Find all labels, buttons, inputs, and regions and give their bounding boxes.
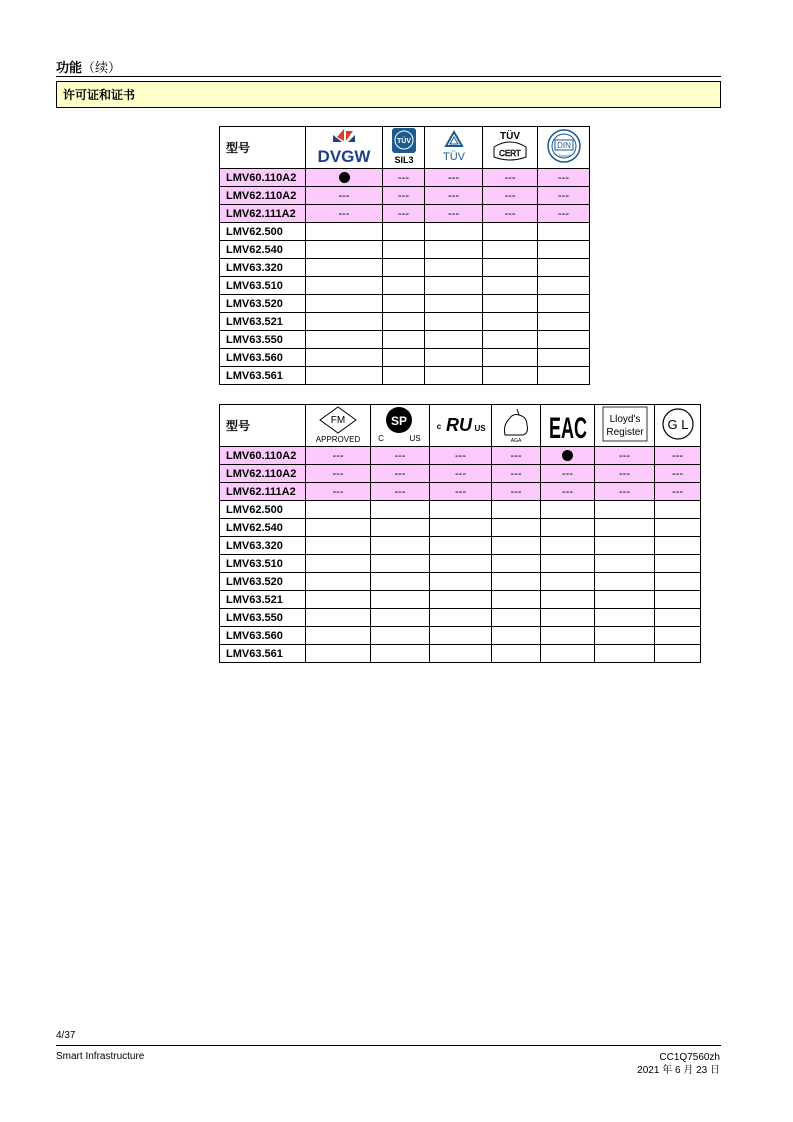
- cert-cell: [492, 609, 541, 627]
- cert-cell: [655, 627, 701, 645]
- cert-cell: [371, 591, 430, 609]
- model-cell: LMV63.550: [220, 609, 306, 627]
- cert-cell: [306, 465, 371, 483]
- cert-cell: [430, 537, 492, 555]
- cert-value: ---: [510, 467, 522, 480]
- cert-cell: [492, 501, 541, 519]
- table-row: [220, 609, 701, 627]
- cert-cell: [483, 259, 538, 277]
- cert-cell: [538, 313, 590, 331]
- cert-cell: [595, 555, 655, 573]
- table-row: [220, 187, 590, 205]
- cert-value: ---: [510, 485, 522, 498]
- model-cell: LMV62.540: [220, 519, 306, 537]
- cert-cell: [595, 465, 655, 483]
- model-cell: LMV63.521: [220, 591, 306, 609]
- cert-cell: [430, 645, 492, 663]
- cert-cell: [541, 519, 595, 537]
- cert-cell: [383, 349, 425, 367]
- sil3-text: SIL3: [393, 155, 414, 165]
- table-row: [220, 313, 590, 331]
- ul-c-text: c: [436, 422, 441, 431]
- cert-cell: [306, 645, 371, 663]
- din-geprueft-logo: [538, 127, 590, 169]
- cert-cell: [306, 591, 371, 609]
- cert-cell: [492, 627, 541, 645]
- model-cell: LMV60.110A2: [220, 169, 306, 187]
- cert-cell: [541, 555, 595, 573]
- model-cell: LMV63.520: [220, 295, 306, 313]
- model-cell: LMV62.500: [220, 223, 306, 241]
- fm-text: FM: [330, 415, 346, 426]
- cert-cell: [538, 295, 590, 313]
- table-row: [220, 519, 701, 537]
- cert-cell: [655, 555, 701, 573]
- cert-value: ---: [562, 467, 573, 480]
- fm-approved-logo: [306, 405, 371, 447]
- cert-value: ---: [504, 171, 516, 184]
- document-date: 2021 年 6 月 23 日: [637, 1065, 720, 1076]
- cert-cell: [483, 205, 538, 223]
- cert-cell: [541, 573, 595, 591]
- cert-cell: [492, 555, 541, 573]
- ul-us-text: US: [473, 424, 486, 433]
- cert-cell: [383, 241, 425, 259]
- cert-cell: [306, 331, 383, 349]
- gl-logo: [655, 405, 701, 447]
- cert-cell: [541, 483, 595, 501]
- cert-cell: [655, 537, 701, 555]
- cert-cell: [595, 519, 655, 537]
- footer-company: Smart Infrastructure: [56, 1051, 145, 1062]
- cert-cell: [371, 519, 430, 537]
- cert-value: ---: [338, 207, 350, 220]
- cert-cell: [306, 367, 383, 385]
- cert-cell: [383, 259, 425, 277]
- cert-value: ---: [504, 207, 516, 220]
- cert-value: ---: [558, 189, 569, 202]
- cert-cell: [371, 555, 430, 573]
- cert-cell: [306, 223, 383, 241]
- cert-cell: [383, 277, 425, 295]
- cert-cell: [595, 627, 655, 645]
- cert-cell: [595, 537, 655, 555]
- model-cell: LMV63.560: [220, 349, 306, 367]
- certification-table-1: [219, 126, 590, 385]
- model-cell: LMV63.520: [220, 573, 306, 591]
- cert-cell: [538, 259, 590, 277]
- cert-value: ---: [558, 207, 569, 220]
- table-row: [220, 241, 590, 259]
- cert-cell: [538, 367, 590, 385]
- cert-cell: [425, 367, 483, 385]
- model-cell: LMV63.510: [220, 555, 306, 573]
- cert-cell: [383, 223, 425, 241]
- cert-value: ---: [672, 449, 683, 462]
- cert-cell: [425, 205, 483, 223]
- cert-cell: [483, 349, 538, 367]
- cert-cell: [430, 519, 492, 537]
- footer-right: [637, 1051, 720, 1077]
- cert-cell: [425, 277, 483, 295]
- cert-value: ---: [448, 171, 459, 184]
- table-row: [220, 555, 701, 573]
- cert-cell: [306, 555, 371, 573]
- cert-cell: [538, 241, 590, 259]
- cert-cell: [430, 501, 492, 519]
- cert-cell: [306, 295, 383, 313]
- cert-cell: [306, 573, 371, 591]
- din-text: DIN: [556, 141, 571, 150]
- aga-text: AGA: [510, 438, 522, 444]
- cert-value: ---: [455, 485, 466, 498]
- cert-cell: [595, 573, 655, 591]
- cert-value: ---: [504, 189, 516, 202]
- csa-c-text: C: [378, 434, 384, 443]
- cert-cell: [430, 627, 492, 645]
- lloyds-register-logo: [595, 405, 655, 447]
- footer-rule: [56, 1045, 721, 1046]
- tuv-text: TÜV: [442, 151, 465, 163]
- cert-cell: [483, 169, 538, 187]
- cert-cell: [383, 169, 425, 187]
- cert-cell: [595, 609, 655, 627]
- din-sub-text: Geprüft: [556, 153, 571, 158]
- model-cell: LMV62.110A2: [220, 465, 306, 483]
- cert-cell: [655, 447, 701, 465]
- section-banner: 许可证和证书: [56, 81, 721, 108]
- cert-cell: [306, 259, 383, 277]
- cert-cell: [371, 609, 430, 627]
- cert-cell: [655, 573, 701, 591]
- table-row: [220, 277, 590, 295]
- cert-cell: [306, 447, 371, 465]
- cert-cell: [371, 537, 430, 555]
- cert-cell: [538, 223, 590, 241]
- cert-cell: [541, 501, 595, 519]
- cert-cell: [541, 465, 595, 483]
- lloyds-text-1: Lloyd's: [609, 414, 640, 425]
- cert-cell: [538, 349, 590, 367]
- cert-cell: [538, 277, 590, 295]
- model-column-header: 型号: [220, 127, 306, 169]
- cert-cell: [425, 223, 483, 241]
- dvgw-text: DVGW: [317, 147, 371, 166]
- cert-cell: [383, 295, 425, 313]
- cert-cell: [541, 537, 595, 555]
- csa-text: SP: [390, 414, 408, 428]
- cert-cell: [306, 349, 383, 367]
- tuv-sil3-logo: [383, 127, 425, 169]
- cert-value: ---: [398, 207, 409, 220]
- cert-cell: [483, 295, 538, 313]
- tuv-cert-top-text: TÜV: [500, 131, 520, 142]
- fm-sub-text: APPROVED: [315, 435, 361, 444]
- cert-cell: [483, 331, 538, 349]
- cert-cell: [306, 519, 371, 537]
- cert-cell: [306, 187, 383, 205]
- table-row: [220, 501, 701, 519]
- table-header-row: [220, 127, 590, 169]
- table-row: [220, 537, 701, 555]
- cert-value: ---: [332, 449, 344, 462]
- cert-cell: [595, 447, 655, 465]
- cert-cell: [655, 483, 701, 501]
- cert-value: ---: [455, 449, 466, 462]
- cert-cell: [492, 573, 541, 591]
- cert-cell: [492, 645, 541, 663]
- cert-cell: [425, 331, 483, 349]
- cert-value: ---: [394, 467, 406, 480]
- cert-cell: [538, 169, 590, 187]
- cert-value: ---: [448, 189, 459, 202]
- document-id: CC1Q7560zh: [659, 1052, 720, 1063]
- cert-cell: [306, 501, 371, 519]
- cert-cell: [483, 187, 538, 205]
- cert-cell: [655, 501, 701, 519]
- model-cell: LMV60.110A2: [220, 447, 306, 465]
- cert-cell: [483, 241, 538, 259]
- cert-cell: [430, 465, 492, 483]
- cert-cell: [483, 277, 538, 295]
- cert-value: ---: [398, 171, 409, 184]
- table-row: [220, 349, 590, 367]
- lloyds-text-2: Register: [605, 427, 644, 438]
- cert-cell: [430, 483, 492, 501]
- cert-value: ---: [562, 485, 573, 498]
- cert-cell: [430, 555, 492, 573]
- cert-value: ---: [398, 189, 409, 202]
- cert-cell: [430, 573, 492, 591]
- cert-cell: [383, 187, 425, 205]
- model-cell: LMV62.540: [220, 241, 306, 259]
- cert-value: ---: [338, 189, 350, 202]
- cert-cell: [595, 501, 655, 519]
- model-cell: LMV62.110A2: [220, 187, 306, 205]
- cert-cell: [538, 187, 590, 205]
- cert-cell: [371, 483, 430, 501]
- page-number: 4/37: [56, 1030, 76, 1041]
- ul-recognized-logo: [430, 405, 492, 447]
- cert-cell: [483, 367, 538, 385]
- cert-value: ---: [394, 449, 406, 462]
- certified-dot: [562, 450, 573, 461]
- cert-cell: [306, 277, 383, 295]
- cert-cell: [306, 205, 383, 223]
- cert-value: ---: [619, 485, 630, 498]
- table-row: [220, 223, 590, 241]
- cert-value: ---: [619, 467, 630, 480]
- cert-cell: [492, 465, 541, 483]
- table-row: [220, 483, 701, 501]
- cert-value: ---: [672, 485, 683, 498]
- model-cell: LMV62.500: [220, 501, 306, 519]
- table-row: [220, 331, 590, 349]
- cert-cell: [655, 609, 701, 627]
- cert-cell: [306, 241, 383, 259]
- cert-value: ---: [394, 485, 406, 498]
- cert-cell: [541, 591, 595, 609]
- model-cell: LMV62.111A2: [220, 483, 306, 501]
- cert-cell: [425, 241, 483, 259]
- cert-cell: [492, 447, 541, 465]
- tuv-cert-bottom-text: CERT: [499, 149, 521, 158]
- aga-logo: [492, 405, 541, 447]
- section-title-text: 功能: [56, 60, 83, 75]
- gl-text: G L: [667, 417, 688, 432]
- cert-cell: [306, 483, 371, 501]
- table-row: [220, 205, 590, 223]
- cert-cell: [541, 645, 595, 663]
- tuv-cert-logo: [483, 127, 538, 169]
- cert-cell: [425, 313, 483, 331]
- model-cell: LMV63.521: [220, 313, 306, 331]
- eac-logo: [541, 405, 595, 447]
- cert-cell: [383, 313, 425, 331]
- model-cell: LMV63.550: [220, 331, 306, 349]
- table-row: [220, 169, 590, 187]
- csa-logo: [371, 405, 430, 447]
- section-title-suffix: （续）: [82, 60, 122, 75]
- cert-cell: [430, 609, 492, 627]
- cert-value: ---: [332, 467, 344, 480]
- cert-cell: [371, 645, 430, 663]
- table-row: [220, 295, 590, 313]
- cert-cell: [538, 205, 590, 223]
- cert-cell: [371, 465, 430, 483]
- cert-cell: [383, 367, 425, 385]
- cert-cell: [595, 591, 655, 609]
- cert-cell: [306, 169, 383, 187]
- dvgw-logo: [306, 127, 383, 169]
- cert-cell: [492, 519, 541, 537]
- model-column-header: 型号: [220, 405, 306, 447]
- cert-value: ---: [558, 171, 569, 184]
- table-row: [220, 447, 701, 465]
- cert-cell: [492, 483, 541, 501]
- cert-cell: [430, 591, 492, 609]
- header-rule: [56, 76, 721, 77]
- model-cell: LMV63.561: [220, 645, 306, 663]
- table-row: [220, 645, 701, 663]
- cert-value: ---: [332, 485, 344, 498]
- model-cell: LMV63.510: [220, 277, 306, 295]
- cert-cell: [492, 591, 541, 609]
- cert-cell: [425, 349, 483, 367]
- tuv-logo: [425, 127, 483, 169]
- cert-value: ---: [448, 207, 459, 220]
- cert-cell: [655, 519, 701, 537]
- cert-cell: [383, 205, 425, 223]
- model-cell: LMV63.320: [220, 259, 306, 277]
- cert-value: ---: [455, 467, 466, 480]
- model-cell: LMV62.111A2: [220, 205, 306, 223]
- table-row: [220, 259, 590, 277]
- model-cell: LMV63.560: [220, 627, 306, 645]
- cert-cell: [538, 331, 590, 349]
- cert-cell: [383, 331, 425, 349]
- table-row: [220, 465, 701, 483]
- cert-cell: [541, 609, 595, 627]
- model-cell: LMV63.320: [220, 537, 306, 555]
- cert-cell: [425, 169, 483, 187]
- cert-cell: [541, 447, 595, 465]
- cert-cell: [425, 295, 483, 313]
- table-header-row: [220, 405, 701, 447]
- cert-value: ---: [672, 467, 683, 480]
- cert-cell: [371, 627, 430, 645]
- cert-cell: [655, 591, 701, 609]
- cert-cell: [492, 537, 541, 555]
- certified-dot: [339, 172, 350, 183]
- cert-cell: [425, 187, 483, 205]
- cert-cell: [483, 313, 538, 331]
- tuv-sil-text: TÜV: [396, 138, 411, 145]
- cert-cell: [425, 259, 483, 277]
- cert-cell: [306, 627, 371, 645]
- cert-cell: [371, 501, 430, 519]
- table-row: [220, 591, 701, 609]
- cert-cell: [306, 609, 371, 627]
- cert-cell: [655, 645, 701, 663]
- model-cell: LMV63.561: [220, 367, 306, 385]
- table-row: [220, 573, 701, 591]
- cert-cell: [483, 223, 538, 241]
- table-row: [220, 367, 590, 385]
- section-title: [56, 57, 121, 76]
- cert-cell: [430, 447, 492, 465]
- table-row: [220, 627, 701, 645]
- csa-us-text: US: [409, 434, 421, 443]
- cert-cell: [595, 645, 655, 663]
- cert-cell: [371, 573, 430, 591]
- eac-text: EAC: [548, 412, 587, 445]
- cert-cell: [541, 627, 595, 645]
- cert-cell: [595, 483, 655, 501]
- certification-table-2: [219, 404, 701, 663]
- cert-cell: [306, 313, 383, 331]
- cert-value: ---: [510, 449, 522, 462]
- ul-text: RU: [445, 415, 472, 435]
- cert-cell: [655, 465, 701, 483]
- cert-cell: [371, 447, 430, 465]
- cert-value: ---: [619, 449, 630, 462]
- cert-cell: [306, 537, 371, 555]
